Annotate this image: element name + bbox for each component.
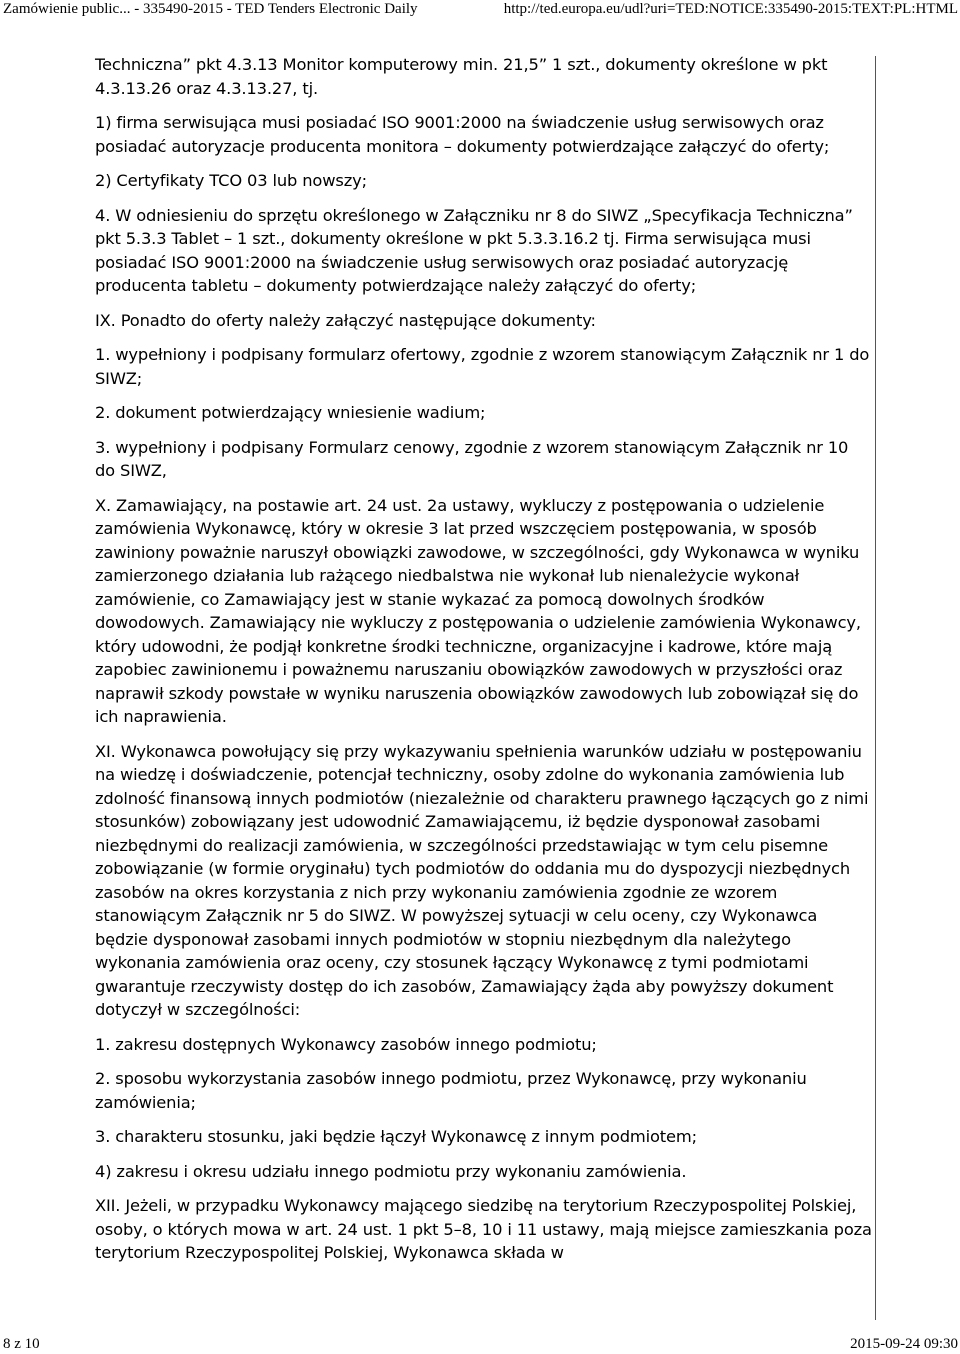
paragraph: 3. charakteru stosunku, jaki będzie łączył Wykonawcę z innym podmiotem; [95,1127,697,1146]
paragraph: 1) firma serwisująca musi posiadać ISO 9001:2000 na świadczenie usług serwisowych oraz posiadać autoryzacje producenta monitora – dokumenty potwierdzające załączyć do oferty; [95,113,830,156]
print-timestamp: 2015-09-24 09:30 [850,1336,958,1352]
paragraph: 4. W odniesieniu do sprzętu określonego w Załączniku nr 8 do SIWZ „Specyfikacja Techniczna” pkt 5.3.3 Tablet – 1 szt., dokumenty określone w pkt 5.3.3.16.2 tj. Firma serwisująca musi posiadać ISO 9001:2000 na świadczenie usług serwisowych oraz posiadać autoryzację producenta tabletu – dokumenty potwierdzające należy załączyć do oferty; [95,205,853,295]
paragraph: 1. zakresu dostępnych Wykonawcy zasobów innego podmiotu; [95,1034,597,1054]
paragraph: 2) Certyfikaty TCO 03 lub nowszy; [95,171,367,190]
paragraph: 2. sposobu wykorzystania zasobów innego podmiotu, przez Wykonawcę, przy wykonaniu zamówienia; [95,1069,807,1112]
header-url: http://ted.europa.eu/udl?uri=TED:NOTICE:335490-2015:TEXT:PL:HTML [503,1,958,17]
print-footer [0,1334,960,1354]
print-header [0,0,960,20]
notice-body [95,53,873,1276]
header-page-title: Zamówienie public... - 335490-2015 - TED Tenders Electronic Daily [3,1,418,17]
page-counter: 8 z 10 [3,1336,40,1352]
paragraph: 1. wypełniony i podpisany formularz ofertowy, zgodnie z wzorem stanowiącym Załącznik nr 1 do SIWZ; [95,345,870,388]
paragraph: X. Zamawiający, na postawie art. 24 ust. 2a ustawy, wykluczy z postępowania o udzielenie zamówienia Wykonawcę, który w okresie 3 lat przed wszczęciem postępowania, w sposób zawiniony poważnie naruszył obowiązki zawodowe, w szczególności, gdy Wykonawca w wyniku zamierzonego działania lub rażącego niedbalstwa nie wykonał lub nienależycie wykonał zamówienie, co Zamawiający jest w stanie wykazać za pomocą dowolnych środków dowodowych. Zamawiający nie wykluczy z postępowania o udzielenie zamówienia Wykonawcy, który udowodni, że podjął konkretne środki techniczne, organizacyjne i kadrowe, które mają zapobiec zawinionemu i poważnemu naruszaniu obowiązków zawodowych w przyszłości oraz naprawił szkody powstałe w wyniku naruszenia obowiązków zawodowych lub zobowiązał się do ich naprawienia. [95,495,861,726]
paragraph: 4) zakresu i okresu udziału innego podmiotu przy wykonaniu zamówienia. [95,1161,687,1181]
paragraph: IX. Ponadto do oferty należy załączyć następujące dokumenty: [95,310,596,330]
margin-rule [875,56,876,1320]
paragraph: 3. wypełniony i podpisany Formularz cenowy, zgodnie z wzorem stanowiącym Załącznik nr 10 do SIWZ, [95,437,849,480]
paragraph: XII. Jeżeli, w przypadku Wykonawcy mającego siedzibę na terytorium Rzeczypospolitej Polskiej, osoby, o których mowa w art. 24 ust. 1 pkt 5–8, 10 i 11 ustawy, mają miejsce zamieszkania poza terytorium Rzeczypospolitej Polskiej, Wykonawca składa w [95,1196,872,1262]
paragraph: Techniczna” pkt 4.3.13 Monitor komputerowy min. 21,5” 1 szt., dokumenty określone w pkt 4.3.13.26 oraz 4.3.13.27, tj. [95,55,828,98]
paragraph: 2. dokument potwierdzający wniesienie wadium; [95,403,486,422]
paragraph: XI. Wykonawca powołujący się przy wykazywaniu spełnienia warunków udziału w postępowaniu na wiedzę i doświadczenie, potencjał techniczny, osoby zdolne do wykonania zamówienia lub zdolność finansową innych podmiotów (niezależnie od charakteru prawnego łączących go z nimi stosunków) zobowiązany jest udowodnić Zamawiającemu, iż będzie dysponował zasobami niezbędnymi do realizacji zamówienia, w szczególności przedstawiając w tym celu pisemne zobowiązanie (w formie oryginału) tych podmiotów do oddania mu do dyspozycji niezbędnych zasobów na okres korzystania z nich przy wykonaniu zamówienia zgodnie ze wzorem stanowiącym Załącznik nr 5 do SIWZ. W powyższej sytuacji w celu oceny, czy Wykonawca będzie dysponował zasobami innych podmiotów w stopniu niezbędnym dla należytego wykonania zamówienia oraz oceny, czy stosunek łączący Wykonawcę z tymi podmiotami gwarantuje rzeczywisty dostęp do ich zasobów, Zamawiający żąda aby powyższy dokument dotyczył w szczególności: [95,741,869,1019]
